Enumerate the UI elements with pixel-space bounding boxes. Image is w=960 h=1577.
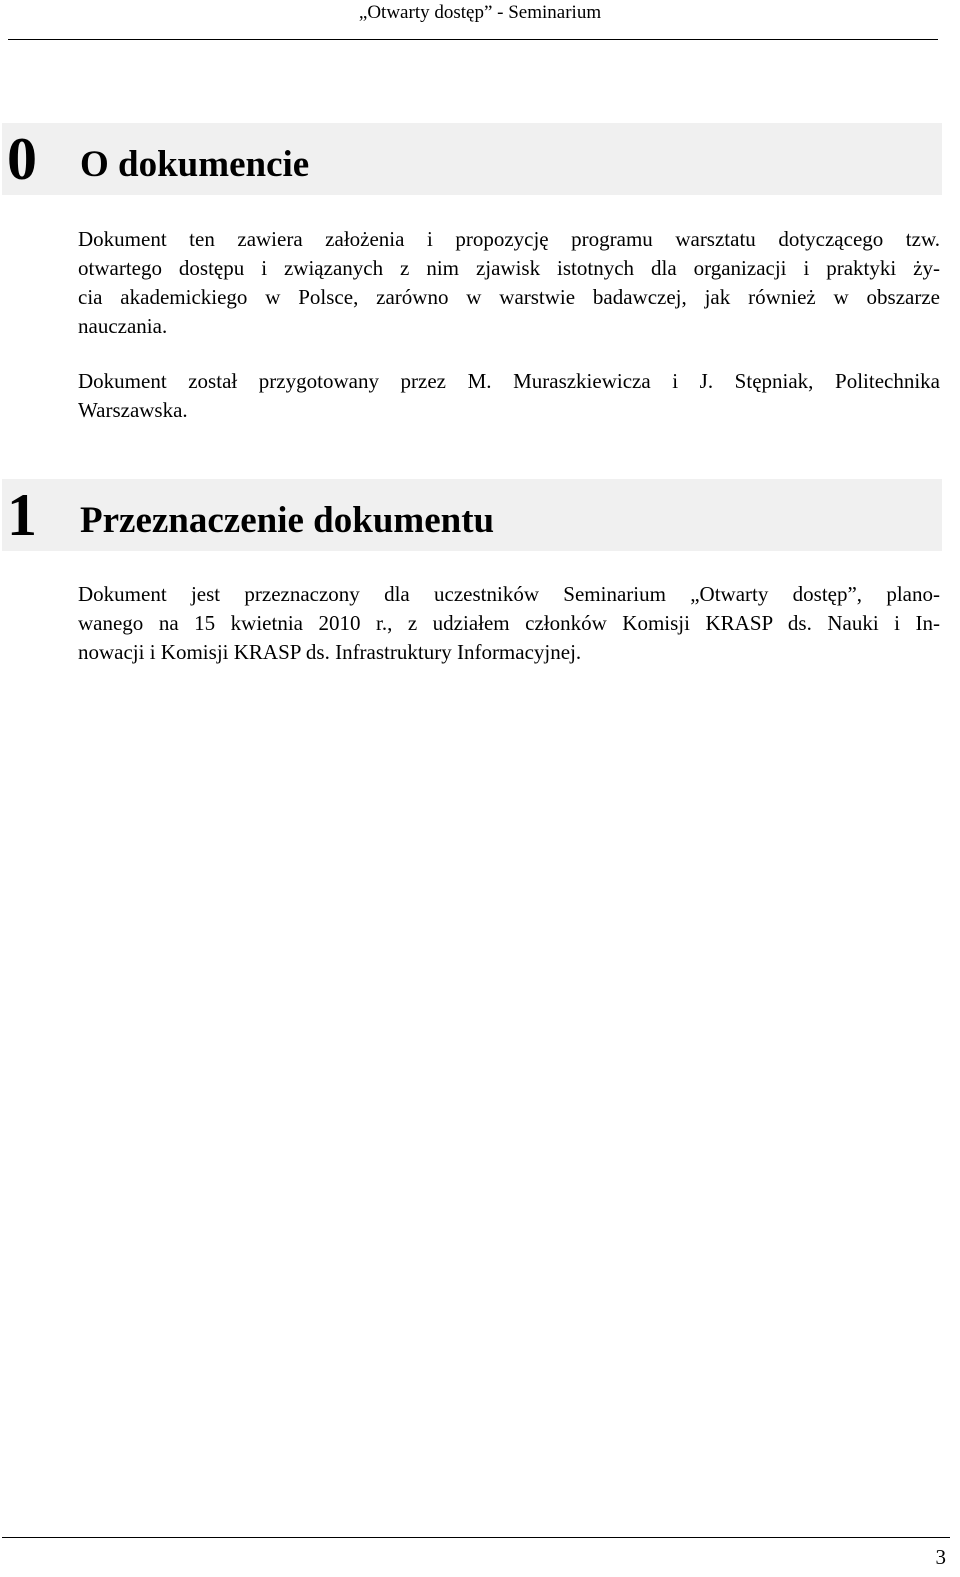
page-number: 3	[935, 1545, 946, 1569]
paragraph-authors	[78, 367, 940, 425]
paragraph-line: Dokument został przygotowany przez M. Muraszkiewicza i J. Stępniak, Politechnika	[78, 369, 940, 393]
section-number: 1	[7, 482, 37, 548]
footer-rule	[2, 1537, 950, 1538]
paragraph-line: nauczania.	[78, 314, 168, 338]
paragraph-line: Dokument ten zawiera założenia i propozycję programu warsztatu dotyczącego tzw.	[78, 227, 940, 251]
paragraph-line: wanego na 15 kwietnia 2010 r., z udziałem członków Komisji KRASP ds. Nauki i In-	[78, 611, 940, 635]
header-rule	[8, 39, 938, 40]
section-title: O dokumencie	[80, 144, 310, 185]
section-number: 0	[7, 126, 37, 192]
section-heading-1	[2, 479, 942, 551]
paragraph-line: cia akademickiego w Polsce, zarówno w warstwie badawczej, jak również w obszarze	[78, 285, 940, 309]
paragraph-line: Dokument jest przeznaczony dla uczestników Seminarium „Otwarty dostęp”, plano-	[78, 582, 940, 606]
section-heading-0	[2, 123, 942, 195]
section-title: Przeznaczenie dokumentu	[80, 500, 495, 541]
paragraph-purpose	[78, 580, 940, 667]
paragraph-about	[78, 225, 940, 341]
running-header: „Otwarty dostęp” - Seminarium	[358, 2, 602, 23]
paragraph-line: otwartego dostępu i związanych z nim zjawisk istotnych dla organizacji i praktyki ży-	[78, 256, 940, 280]
paragraph-line: Warszawska.	[78, 398, 188, 422]
paragraph-line: nowacji i Komisji KRASP ds. Infrastruktury Informacyjnej.	[78, 640, 582, 664]
